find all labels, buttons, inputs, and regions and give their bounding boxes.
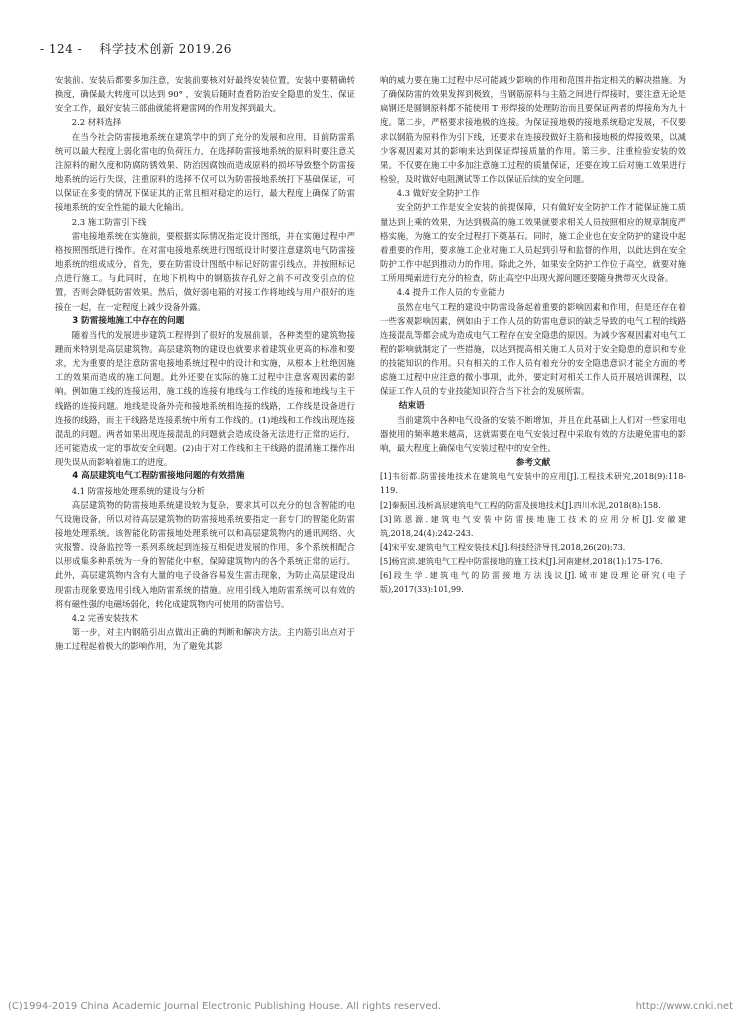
section-heading-4-2: 4.2 完善安装技术 bbox=[71, 612, 139, 623]
paragraph: 雷电接地系统在实施前，要根据实际情况指定设计图纸，并在实施过程中严格按照图纸进行操作。在对雷电接地系统进行图纸设计时要注意建筑电气防雷接地系统的组成成分，首先，要在防雷设计图纸中标记好防雷引线点，并按照标记点进行施工。与此同时，在地下机构中的钢筋拔存孔好之前不可改变引点的位置，否则会降低防雷效果。然后，做好弱电箱的对接工作将地线与用户很好的连接在一起，在一定程度上减少设备外露。 bbox=[55, 230, 355, 312]
section-heading-4-1: 4.1 防雷接地处理系统的建设与分析 bbox=[71, 485, 206, 496]
section-heading-2-2: 2.2 材料选择 bbox=[71, 117, 122, 128]
reference-item: [5]杨宜滨.建筑电气工程中防雷接地的施工技术[J].河南建材,2018(1):175-176. bbox=[380, 556, 663, 566]
section-heading-4: 4 高层建筑电气工程防雷接地问题的有效措施 bbox=[72, 471, 245, 482]
paragraph: 随着当代的发展进步建筑工程得到了很好的发展前景，各种类型的建筑物接踵而来特别是高层建筑物。高层建筑物的建设也就要求着建筑业更高的标准和要求，尤为重要的是注意防雷电接地系统过程中的设计和实施，从根本上杜绝因施工的效果而造成的施工问题。此外还要在实际的施工过程中注意客观因素的影响。例如施工线的连接运用，施工线的连接有地线与工作线的连接和地线与主干线路的连接问题。地线是设备外壳和接地系统相连接的线路，工作线是设备进行连接的线路，而主干线路是连接系统中所有工作线的。(1)地线和工作线出现连接混乱的问题。两者如果出现连接混乱的问题就会造成设备无法进行正常的运行，还可能造成一定的事故安全问题。(2)由于对工作线和主干线路的混淆施工操作出现失误从而影响着施工的进度。 bbox=[55, 329, 355, 468]
section-heading-4-3: 4.3 做好安全防护工作 bbox=[396, 188, 480, 199]
page-number: - 124 - bbox=[40, 42, 83, 56]
right-column bbox=[380, 73, 686, 597]
section-heading-3: 3 防雷接地施工中存在的问题 bbox=[72, 315, 185, 326]
reference-item: [6]段生学.建筑电气的防雷接地方法浅议[J].城市建设理论研究(电子版),2017(33):101,99. bbox=[380, 571, 686, 595]
reference-item: [1]韦衍都.防雷接地技术在建筑电气安装中的应用[J].工程技术研究,2018(9):118-119. bbox=[380, 472, 686, 496]
copyright-notice: (C)1994-2019 China Academic Journal Electronic Publishing House. All rights reserved. bbox=[8, 1001, 441, 1012]
paragraph: 当前建筑中各种电气设备的安装不断增加，并且在此基础上人们对一些家用电器使用的频率越来越高，这就需要在电气安装过程中采取有效的方法避免雷电的影响，最大程度上确保电气安装过程中的安全性。 bbox=[380, 414, 686, 454]
reference-item: [2]秦振国.浅析高层建筑电气工程的防雷及接地技术[J].四川水泥,2018(8):158. bbox=[380, 500, 661, 510]
left-column bbox=[55, 73, 355, 653]
reference-item: [3]陈恩源.建筑电气安装中防雷接地施工技术的应用分析[J].安徽建筑,2018,24(4):242-243. bbox=[380, 514, 686, 538]
references-heading: 参考文献 bbox=[515, 458, 551, 469]
conclusion-heading: 结束语 bbox=[398, 400, 425, 411]
paragraph: 在当今社会防雷接地系统在建筑学中的到了充分的发展和应用，目前防雷系统可以最大程度上弱化雷电的负荷压力，在选择防雷接地系统的原料时要注意关注原料的耐久度和防腐防锈效果、防治因腐蚀而造成原料的损坏导致整个防雷接地系统的运行失误，注重原料的选择不仅可以为防雷接地系统打下基础保证，可以保证在多变的情况下保证其的正常且相对稳定的运行，最大程度上确保了防雷接地系统的安全性能的最大化输出。 bbox=[55, 131, 355, 213]
paragraph: 安全防护工作是安全安装的前提保障，只有做好安全防护工作才能保证施工质量达到上乘的效果，为达到极高的施工效果就要求相关人员按照相应的规章制度严格实施，为施工的安全过程打下奠基石。同时，施工企业也在安全防护的建设中起着重要的作用，要求施工企业对施工人员起到引导和监督的作用，以此达到在安全防护工作中起到推动力的作用。除此之外，如果安全防护工作位于高空，就要对施工所用绳索进行充分的检查，防止高空中出现火源问题还要随身携带灭火设备。 bbox=[380, 202, 686, 284]
paragraph: 响的威力要在施工过程中尽可能减少影响的作用和范围并指定相关的解决措施。为了确保防雷的效果发挥到极致，当钢筋原料与主筋之间进行焊接时，要注意无论是扁钢还是圆钢原料都不能使用 T 形焊接的处理防治而且要保证两者的焊接角为九十度。第二步，严格要求接地极的连接。为保证接地极的接地系统稳定发展，不仅要求以钢筋为原料作为引下线，还要求在连接段做好主筋和接地极的焊接效果，以减少客观因素对其的影响来达到保证焊接质量的作用。第三步，注重检验安装的效果。不仅要在施工中多加注意施工过程的质量保证，还要在竣工后对施工效果进行检验，及时做好电阻测试等工作以保证后续的安全问题。 bbox=[380, 75, 686, 185]
footer-url[interactable]: http://www.cnki.net bbox=[635, 1001, 733, 1012]
journal-issue: 科学技术创新 2019.26 bbox=[99, 42, 232, 56]
paragraph: 第一步，对主内钢筋引出点做出正确的判断和解决方法。主内筋引出点对于施工过程起着极大的影响作用，为了避免其影 bbox=[55, 627, 355, 652]
paragraph: 安装前、安装后都要多加注意，安装前要核对好最终安装位置，安装中要精确转换度，确保最大转度可以达到 90° ，安装后随时查看防治安全隐患的发生、保证安全工作，最好安装三部曲就能将避雷网的作用发挥到最大。 bbox=[55, 75, 355, 114]
section-heading-4-4: 4.4 提升工作人员的专业能力 bbox=[396, 287, 505, 298]
paragraph: 虽然在电气工程的建设中防雷设备起着重要的影响因素和作用，但是还存在着一些客观影响因素，例如由于工作人员的防雷电意识的缺乏导致的电气工程的线路连接混乱等都会成为造成电气工程存在安全隐患的原因。为减少客观因素对电气工程的影响就制定了一些措施，以达到提高相关施工人员对于安全隐患的意识和专业的技能知识的作用。只有相关的工作人员有着充分的安全隐患意识才能全方面的考虑施工过程中应注意的微小事项，此外，要定时对相关工作人员开展培训课程，以保证工作人员的专业技能知识符合当下社会的发展所需。 bbox=[380, 301, 686, 397]
section-heading-2-3: 2.3 施工防雷引下线 bbox=[71, 216, 147, 227]
page-header bbox=[40, 40, 232, 57]
reference-item: [4]宋平安.建筑电气工程安装技术[J].科技经济导刊,2018,26(20):73. bbox=[380, 542, 626, 552]
paragraph: 高层建筑物的防雷接地系统建设较为复杂，要求其可以充分的包含智能的电气设施设备，所以对待高层建筑物的防雷接地系统要指定一套专门的智能化防雷接地处理系统。该智能化防雷接地处理系统可以和高层建筑物内的通讯网络、火灾报警、设备监控等一系列系统起到连接互相促进发展的作用，多个系统相配合以形成集多种系统为一身的智能化中枢，保障建筑物内的各个系统正常的运行。此外，高层建筑物内含有大量的电子设备容易发生雷击现象，为防止高层建设出现雷击现象要选用引线入地防雷系统的措施。应用引线入地防雷系统可以有效的将有磁性强的电磁场弱化，转化成建筑物内可使用的防雷信号。 bbox=[55, 499, 355, 609]
